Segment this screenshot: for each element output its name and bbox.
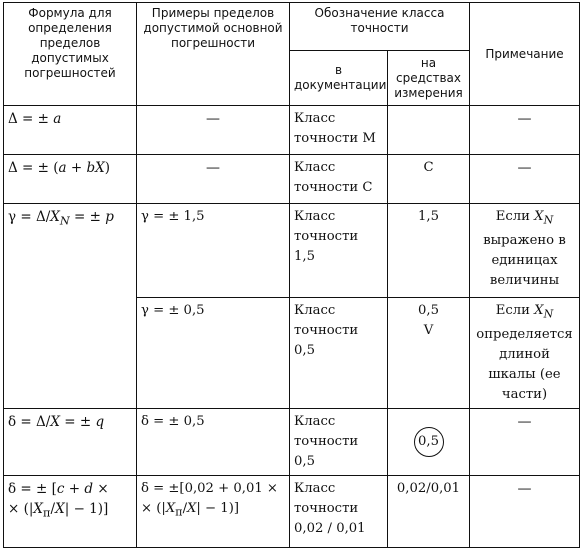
row4-instr: 0,5 V <box>388 298 470 409</box>
accuracy-class-table <box>3 2 580 548</box>
row5-instr <box>388 408 470 475</box>
row6-docs: Класс точности 0,02 / 0,01 <box>290 475 388 547</box>
header-formula: Формула для определения пределов допустимых погрешностей <box>4 3 137 106</box>
header-note: Примечание <box>470 3 580 106</box>
row4-docs: Класс точности 0,5 <box>290 298 388 409</box>
row2-docs: Класс точности С <box>290 155 388 204</box>
row6-example: δ = ±[0,02 + 0,01 × × $(|X_п/X| - 1)$] <box>137 475 290 547</box>
row1-example: — <box>137 106 290 155</box>
row5-example: δ = ± 0,5 <box>137 408 290 475</box>
row2-note: — <box>470 155 580 204</box>
row1-note: — <box>470 106 580 155</box>
row5-docs: Класс точности 0,5 <box>290 408 388 475</box>
row4-note: Если $X_N$ определяется длиной шкалы (ее части) <box>470 298 580 409</box>
row6-formula: δ = ± [c + d × × $(|X_п/X| - 1)$] <box>4 475 137 547</box>
header-examples: Примеры пределов допустимой основной погрешности <box>137 3 290 106</box>
row5-note: — <box>470 408 580 475</box>
row1-instr <box>388 106 470 155</box>
row3-note: Если $X_N$ выражено в единицах величины <box>470 204 580 298</box>
header-designation: Обозначение класса точности <box>290 3 470 51</box>
row4-example: γ = ± 0,5 <box>137 298 290 409</box>
header-on-instruments: на средствах измерения <box>388 51 470 106</box>
row3-formula: $\gamma = \Delta/X_N$ = ± p <box>4 204 137 409</box>
row2-example: — <box>137 155 290 204</box>
header-in-docs: в документации <box>290 51 388 106</box>
row2-formula: Δ = ± (a + bX) <box>4 155 137 204</box>
row3-example: γ = ± 1,5 <box>137 204 290 298</box>
row1-docs: Класс точности М <box>290 106 388 155</box>
row3-docs: Класс точности 1,5 <box>290 204 388 298</box>
circled-accuracy-mark: 0,5 <box>414 427 444 457</box>
row6-note: — <box>470 475 580 547</box>
row6-instr: 0,02/0,01 <box>388 475 470 547</box>
row2-instr: С <box>388 155 470 204</box>
row3-instr: 1,5 <box>388 204 470 298</box>
row1-formula: Δ = ± a <box>4 106 137 155</box>
row5-formula: δ = Δ/X = ± q <box>4 408 137 475</box>
